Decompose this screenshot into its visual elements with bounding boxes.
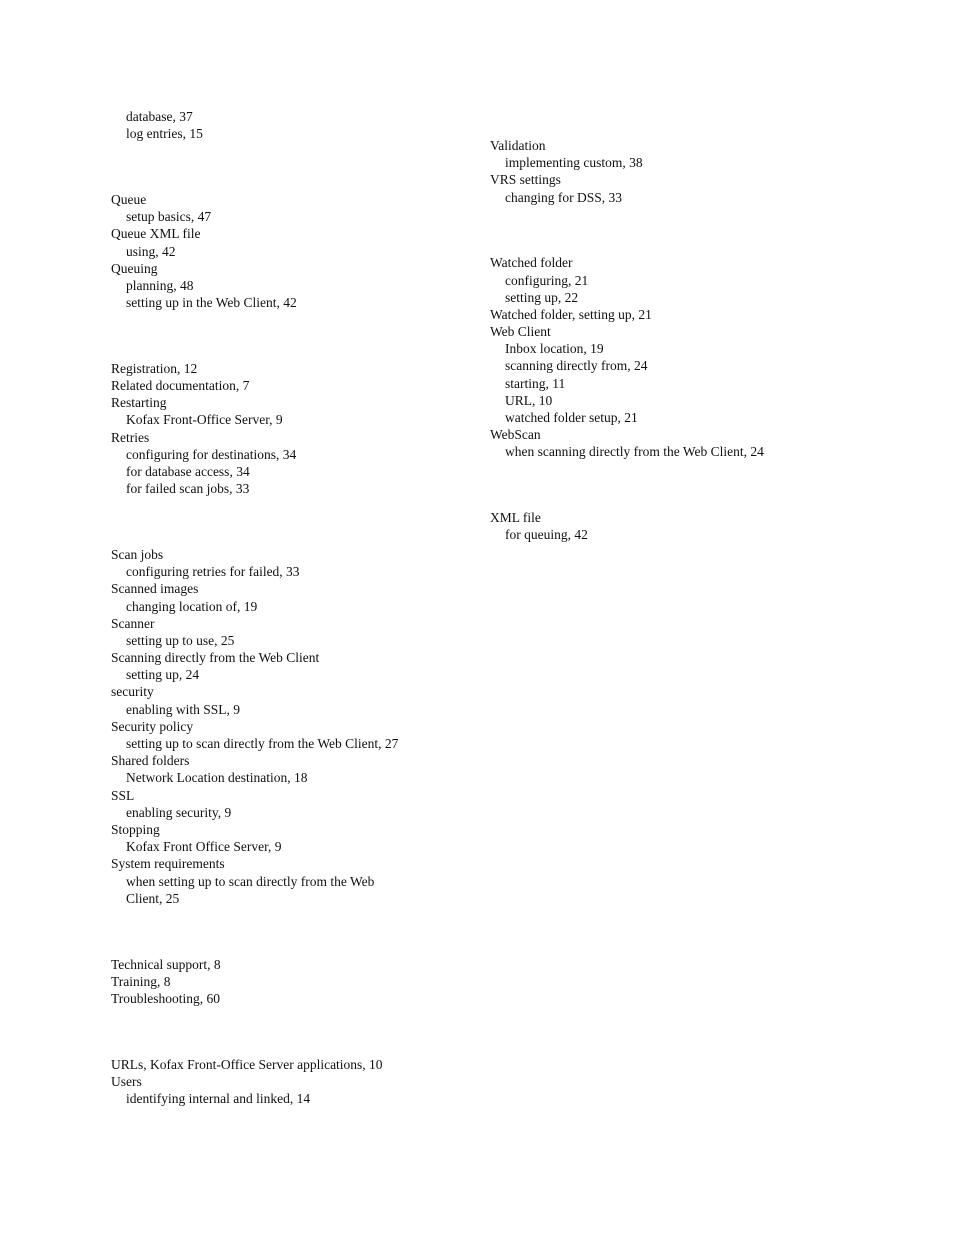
index-entry: Restarting xyxy=(111,395,167,411)
index-subentry: for database access, 34 xyxy=(126,464,250,479)
index-subentry: setup basics, 47 xyxy=(126,209,212,225)
index-subentry: setting up to scan directly from the Web Client, 27 xyxy=(126,736,399,752)
index-subentry: Network Location destination, 18 xyxy=(126,770,308,786)
index-subentry: database, 37 xyxy=(126,109,193,124)
index-subentry: configuring, 21 xyxy=(505,272,589,288)
index-entry: Queue XML file xyxy=(111,226,201,242)
index-entry: XML file xyxy=(490,510,541,526)
index-column-left xyxy=(111,108,471,1107)
index-subentry: configuring retries for failed, 33 xyxy=(126,564,300,580)
index-subentry: using, 42 xyxy=(126,243,176,259)
index-entry: VRS settings xyxy=(490,172,561,188)
index-entry: SSL xyxy=(111,787,135,803)
index-subentry: enabling with SSL, 9 xyxy=(126,701,240,717)
index-subentry: setting up, 22 xyxy=(505,289,579,305)
index-subentry: Client, 25 xyxy=(126,890,180,906)
index-subentry: log entries, 15 xyxy=(126,126,203,142)
index-entry: Watched folder, setting up, 21 xyxy=(490,306,652,322)
index-entry: Users xyxy=(111,1073,142,1089)
index-entry: Troubleshooting, 60 xyxy=(111,990,221,1006)
index-entry: Retries xyxy=(111,429,150,445)
index-subentry: identifying internal and linked, 14 xyxy=(126,1091,311,1107)
index-column-right xyxy=(490,137,890,544)
index-entry: Technical support, 8 xyxy=(111,956,221,972)
index-entry: Watched folder xyxy=(490,255,573,271)
section-gap xyxy=(490,206,890,255)
index-subentry: URL, 10 xyxy=(505,392,553,408)
section-gap xyxy=(111,907,471,956)
index-subentry: setting up in the Web Client, 42 xyxy=(126,295,297,311)
index-entry: Scanning directly from the Web Client xyxy=(111,650,320,666)
index-subentry: changing location of, 19 xyxy=(126,598,258,614)
index-subentry: when scanning directly from the Web Client, 24 xyxy=(505,444,764,460)
index-entry: Security policy xyxy=(111,718,194,734)
section-gap xyxy=(111,1007,471,1056)
index-entry: Training, 8 xyxy=(111,973,171,989)
index-entry: Registration, 12 xyxy=(111,360,198,376)
index-subentry: Kofax Front-Office Server, 9 xyxy=(126,412,283,428)
index-entry: Shared folders xyxy=(111,753,190,769)
index-subentry: starting, 11 xyxy=(505,375,566,391)
index-entry: Validation xyxy=(490,138,546,153)
index-entry: Queue xyxy=(111,191,147,207)
index-subentry: enabling security, 9 xyxy=(126,804,232,820)
section-gap xyxy=(111,497,471,546)
section-gap xyxy=(490,461,890,510)
index-entry: System requirements xyxy=(111,856,225,872)
index-subentry: for queuing, 42 xyxy=(505,527,588,543)
index-entry: security xyxy=(111,684,154,700)
index-entry: WebScan xyxy=(490,427,541,443)
index-subentry: planning, 48 xyxy=(126,277,194,293)
index-entry: Web Client xyxy=(490,324,551,340)
index-subentry: changing for DSS, 33 xyxy=(505,189,622,205)
section-gap xyxy=(111,311,471,360)
index-subentry: configuring for destinations, 34 xyxy=(126,446,297,462)
section-gap xyxy=(111,142,471,191)
index-entry: Related documentation, 7 xyxy=(111,378,250,394)
index-subentry: for failed scan jobs, 33 xyxy=(126,481,250,497)
index-subentry: Inbox location, 19 xyxy=(505,341,604,357)
index-entry: Stopping xyxy=(111,821,160,837)
index-entry: Scanner xyxy=(111,615,155,631)
index-subentry: setting up to use, 25 xyxy=(126,632,235,648)
index-subentry: Kofax Front Office Server, 9 xyxy=(126,839,282,855)
index-entry: URLs, Kofax Front-Office Server applications, 10 xyxy=(111,1056,383,1072)
index-subentry: watched folder setup, 21 xyxy=(505,410,638,426)
index-entry: Scanned images xyxy=(111,581,199,597)
index-subentry: when setting up to scan directly from the Web xyxy=(126,873,375,889)
index-subentry: setting up, 24 xyxy=(126,667,200,683)
index-subentry: scanning directly from, 24 xyxy=(505,358,648,374)
index-subentry: implementing custom, 38 xyxy=(505,155,643,171)
index-entry: Queuing xyxy=(111,260,158,276)
index-entry: Scan jobs xyxy=(111,546,164,562)
